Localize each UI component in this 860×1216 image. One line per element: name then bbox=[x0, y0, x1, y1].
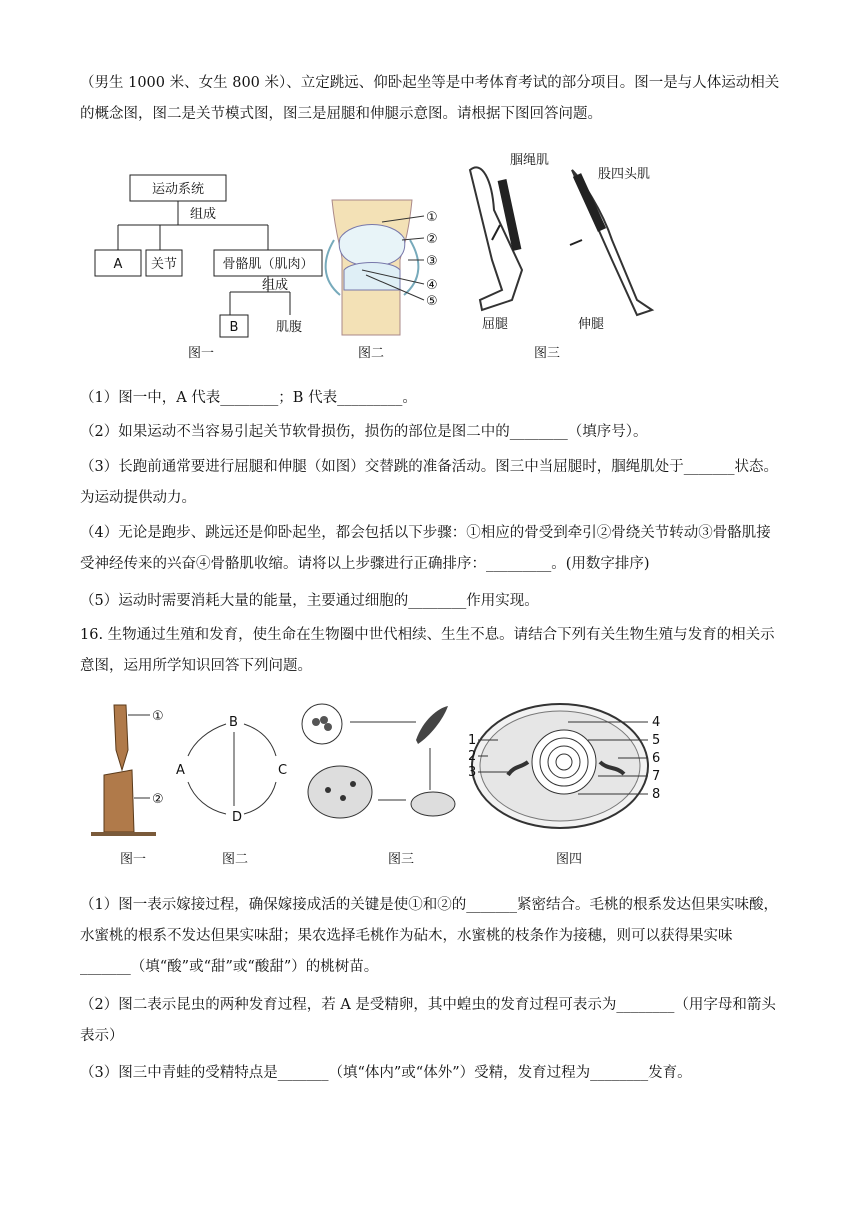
frog-cycle-figure bbox=[298, 700, 473, 835]
q15-question-3: （3）长跑前通常要进行屈腿和伸腿（如图）交替跳的准备活动。图三中当屈腿时，腘绳肌处于_______状态。为运动提供动力。 bbox=[80, 459, 778, 506]
q16-question-1: （1）图一表示嫁接过程，确保嫁接成活的关键是使①和②的_______紧密结合。毛桃的根系发达但果实味酸，水蜜桃的根系不发达但果实味甜；果农选择毛桃作为砧木，水蜜桃的枝条作为接穗，则可以获得果实味_______（填“酸”或“甜”或“酸甜”）的桃树苗。 bbox=[80, 897, 778, 975]
fig2-label-3: ③ bbox=[426, 254, 438, 269]
bird-egg-figure bbox=[468, 700, 678, 840]
fig1-caption: 图一 bbox=[188, 346, 215, 361]
q16-fig1-label-2: ② bbox=[152, 792, 164, 807]
intro-text: （男生 1000 米、女生 800 米）、立定跳远、仰卧起坐等是中考体育考试的部分项目。图一是与人体运动相关的概念图，图二是关节模式图，图三是屈腿和伸腿示意图。请根据下图回答问题。 bbox=[80, 75, 780, 122]
fig1-compose2: 组成 bbox=[262, 278, 289, 293]
q16-stem: 16. 生物通过生殖和发育，使生命在生物圈中世代相续、生生不息。请结合下列有关生物生殖与发育的相关示意图，运用所学知识回答下列问题。 bbox=[80, 627, 775, 674]
q16-fig4-label-8: 8 bbox=[652, 787, 661, 802]
q15-question-4: （4）无论是跑步、跳远还是仰卧起坐，都会包括以下步骤：①相应的骨受到牵引②骨绕关节转动③骨骼肌接受神经传来的兴奋④骨骼肌收缩。请将以上步骤进行正确排序：_________。(用数字排序) bbox=[80, 525, 771, 572]
q16-fig4-label-1: 1 bbox=[468, 733, 477, 748]
fig3-caption: 图三 bbox=[534, 346, 561, 361]
q16-fig4-caption: 图四 bbox=[556, 852, 583, 867]
fig1-b: B bbox=[229, 320, 239, 335]
q15-question-1: （1）图一中，A 代表________；B 代表_________。 bbox=[80, 390, 417, 406]
q16-question-2: （2）图二表示昆虫的两种发育过程，若 A 是受精卵，其中蝗虫的发育过程可表示为________（用字母和箭头表示） bbox=[80, 997, 776, 1044]
fig2-caption: 图二 bbox=[358, 346, 385, 361]
fig3-bend: 屈腿 bbox=[482, 317, 509, 332]
fig2-label-4: ④ bbox=[426, 278, 438, 293]
q16-fig1-caption: 图一 bbox=[120, 852, 147, 867]
q16-fig2-caption: 图二 bbox=[222, 852, 249, 867]
q16-fig4-label-7: 7 bbox=[652, 769, 661, 784]
fig2-label-5: ⑤ bbox=[426, 294, 438, 309]
leg-movement-figure bbox=[462, 150, 672, 335]
q16-fig2-d: D bbox=[232, 810, 243, 825]
fig2-label-2: ② bbox=[426, 232, 438, 247]
q16-fig3-caption: 图三 bbox=[388, 852, 415, 867]
fig2-label-1: ① bbox=[426, 210, 438, 225]
fig1-belly: 肌腹 bbox=[276, 320, 303, 335]
fig1-a: A bbox=[113, 257, 123, 272]
q15-question-5: （5）运动时需要消耗大量的能量，主要通过细胞的________作用实现。 bbox=[80, 593, 539, 609]
grafting-figure bbox=[86, 700, 186, 840]
fig1-top-label: 运动系统 bbox=[151, 182, 205, 197]
q16-fig4-label-5: 5 bbox=[652, 733, 661, 748]
q16-fig2-c: C bbox=[278, 763, 288, 778]
q16-fig4-label-6: 6 bbox=[652, 751, 661, 766]
q16-fig4-label-3: 3 bbox=[468, 765, 477, 780]
q16-fig1-label-1: ① bbox=[152, 709, 164, 724]
fig1-compose1: 组成 bbox=[190, 207, 217, 222]
q16-fig4-label-4: 4 bbox=[652, 715, 661, 730]
concept-map-figure bbox=[90, 170, 330, 340]
fig3-extend: 伸腿 bbox=[578, 317, 605, 332]
fig3-muscle2: 股四头肌 bbox=[598, 167, 651, 182]
q16-fig4-label-2: 2 bbox=[468, 749, 477, 764]
q16-fig2-b: B bbox=[229, 715, 238, 730]
fig1-muscle: 骨骼肌（肌肉） bbox=[222, 257, 314, 272]
q16-question-3: （3）图三中青蛙的受精特点是_______（填“体内”或“体外”）受精，发育过程为________发育。 bbox=[80, 1065, 692, 1081]
insect-cycle-figure bbox=[172, 710, 297, 825]
fig1-joint: 关节 bbox=[150, 257, 178, 272]
fig3-muscle1: 腘绳肌 bbox=[510, 153, 550, 168]
q15-question-2: （2）如果运动不当容易引起关节软骨损伤，损伤的部位是图二中的________（填序号）。 bbox=[80, 424, 648, 440]
q16-fig2-a: A bbox=[176, 763, 185, 778]
joint-diagram-figure bbox=[322, 200, 452, 335]
